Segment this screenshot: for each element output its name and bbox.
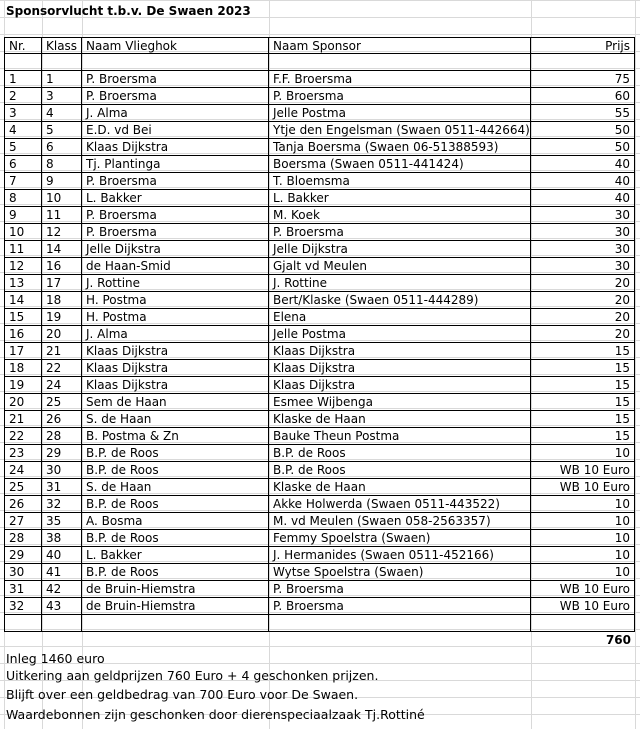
cell-prijs[interactable]: 40 xyxy=(531,156,635,173)
empty-cell[interactable] xyxy=(531,54,635,71)
table-row xyxy=(0,139,640,156)
cell-sponsor[interactable]: Klaske de Haan xyxy=(269,479,531,496)
cell-prijs[interactable]: 10 xyxy=(531,496,635,513)
note-uitkering[interactable]: Uitkering aan geldprijzen 760 Euro + 4 geschonken prijzen. xyxy=(6,668,379,683)
cell-prijs[interactable]: 15 xyxy=(531,360,635,377)
cell-nr[interactable]: 3 xyxy=(4,105,42,122)
table-spacer-row xyxy=(0,54,640,71)
table-row xyxy=(0,343,640,360)
cell-prijs[interactable]: 20 xyxy=(531,292,635,309)
cell-prijs[interactable]: 20 xyxy=(531,275,635,292)
cell-sponsor[interactable]: B.P. de Roos xyxy=(269,462,531,479)
cell-nr[interactable]: 30 xyxy=(4,564,42,581)
cell-prijs[interactable]: 15 xyxy=(531,394,635,411)
cell-sponsor[interactable]: F.F. Broersma xyxy=(269,71,531,88)
table-row xyxy=(0,598,640,615)
cell-nr[interactable]: 22 xyxy=(4,428,42,445)
cell-klass[interactable]: 25 xyxy=(42,394,82,411)
cell-nr[interactable]: 20 xyxy=(4,394,42,411)
cell-prijs[interactable]: 40 xyxy=(531,173,635,190)
cell-klass[interactable]: 19 xyxy=(42,309,82,326)
cell-nr[interactable]: 25 xyxy=(4,479,42,496)
cell-prijs[interactable]: 50 xyxy=(531,139,635,156)
cell-klass[interactable]: 4 xyxy=(42,105,82,122)
cell-sponsor[interactable]: Klaas Dijkstra xyxy=(269,377,531,394)
table-row xyxy=(0,428,640,445)
cell-klass[interactable]: 8 xyxy=(42,156,82,173)
cell-klass[interactable]: 5 xyxy=(42,122,82,139)
empty-cell[interactable] xyxy=(82,54,269,71)
table-row xyxy=(0,156,640,173)
cell-vlieghok[interactable]: A. Bosma xyxy=(82,513,269,530)
cell-sponsor[interactable]: B.P. de Roos xyxy=(269,445,531,462)
cell-klass[interactable]: 41 xyxy=(42,564,82,581)
cell-klass[interactable]: 42 xyxy=(42,581,82,598)
cell-klass[interactable]: 28 xyxy=(42,428,82,445)
cell-sponsor[interactable]: Wytse Spoelstra (Swaen) xyxy=(269,564,531,581)
cell-prijs[interactable]: 30 xyxy=(531,258,635,275)
cell-nr[interactable]: 10 xyxy=(4,224,42,241)
cell-klass[interactable]: 30 xyxy=(42,462,82,479)
cell-nr[interactable]: 6 xyxy=(4,156,42,173)
cell-sponsor[interactable]: Klaas Dijkstra xyxy=(269,343,531,360)
cell-prijs[interactable]: WB 10 Euro xyxy=(531,598,635,615)
table-row xyxy=(0,513,640,530)
cell-klass[interactable]: 18 xyxy=(42,292,82,309)
cell-nr[interactable]: 14 xyxy=(4,292,42,309)
table-row xyxy=(0,411,640,428)
cell-prijs[interactable]: 10 xyxy=(531,530,635,547)
cell-prijs[interactable]: 30 xyxy=(531,241,635,258)
table-row xyxy=(0,71,640,88)
table-row xyxy=(0,275,640,292)
empty-cell[interactable] xyxy=(4,54,42,71)
cell-sponsor[interactable]: P. Broersma xyxy=(269,598,531,615)
table-row xyxy=(0,224,640,241)
note-inleg[interactable]: Inleg 1460 euro xyxy=(6,651,105,666)
cell-prijs[interactable]: 40 xyxy=(531,190,635,207)
cell-sponsor[interactable]: P. Broersma xyxy=(269,581,531,598)
empty-cell[interactable] xyxy=(531,615,635,632)
sheet-title: Sponsorvlucht t.b.v. De Swaen 2023 xyxy=(6,4,251,18)
cell-vlieghok[interactable]: de Bruin-Hiemstra xyxy=(82,598,269,615)
empty-cell[interactable] xyxy=(42,615,82,632)
table-row xyxy=(0,258,640,275)
cell-prijs[interactable]: 15 xyxy=(531,343,635,360)
cell-prijs[interactable]: 20 xyxy=(531,309,635,326)
table-row xyxy=(0,479,640,496)
table-row xyxy=(0,530,640,547)
table-row xyxy=(0,190,640,207)
cell-nr[interactable]: 19 xyxy=(4,377,42,394)
cell-prijs[interactable]: 55 xyxy=(531,105,635,122)
cell-prijs[interactable]: 30 xyxy=(531,224,635,241)
cell-nr[interactable]: 15 xyxy=(4,309,42,326)
cell-vlieghok[interactable]: P. Broersma xyxy=(82,71,269,88)
table-header-row xyxy=(0,37,640,54)
cell-sponsor[interactable]: Tanja Boersma (Swaen 06-51388593) xyxy=(269,139,531,156)
table-row xyxy=(0,445,640,462)
cell-vlieghok[interactable]: de Haan-Smid xyxy=(82,258,269,275)
cell-sponsor[interactable]: Jelle Postma xyxy=(269,105,531,122)
table-row xyxy=(0,241,640,258)
cell-prijs[interactable]: 15 xyxy=(531,428,635,445)
cell-sponsor[interactable]: M. vd Meulen (Swaen 058-2563357) xyxy=(269,513,531,530)
cell-nr[interactable]: 2 xyxy=(4,88,42,105)
cell-sponsor[interactable]: Gjalt vd Meulen xyxy=(269,258,531,275)
cell-sponsor[interactable]: Esmee Wijbenga xyxy=(269,394,531,411)
empty-cell[interactable] xyxy=(4,615,42,632)
cell-prijs[interactable]: 10 xyxy=(531,445,635,462)
cell-sponsor[interactable]: Elena xyxy=(269,309,531,326)
cell-prijs[interactable]: 50 xyxy=(531,122,635,139)
cell-klass[interactable]: 6 xyxy=(42,139,82,156)
cell-klass[interactable]: 12 xyxy=(42,224,82,241)
cell-vlieghok[interactable]: J. Alma xyxy=(82,105,269,122)
total-prijs[interactable]: 760 xyxy=(605,633,631,647)
cell-klass[interactable]: 21 xyxy=(42,343,82,360)
cell-prijs[interactable]: 10 xyxy=(531,513,635,530)
cell-klass[interactable]: 14 xyxy=(42,241,82,258)
cell-klass[interactable]: 9 xyxy=(42,173,82,190)
cell-nr[interactable]: 7 xyxy=(4,173,42,190)
cell-klass[interactable]: 24 xyxy=(42,377,82,394)
cell-prijs[interactable]: 75 xyxy=(531,71,635,88)
cell-nr[interactable]: 27 xyxy=(4,513,42,530)
cell-vlieghok[interactable]: L. Bakker xyxy=(82,190,269,207)
table-row xyxy=(0,581,640,598)
table-row xyxy=(0,309,640,326)
cell-vlieghok[interactable]: B.P. de Roos xyxy=(82,496,269,513)
cell-sponsor[interactable]: Jelle Postma xyxy=(269,326,531,343)
cell-prijs[interactable]: WB 10 Euro xyxy=(531,479,635,496)
header-klass[interactable]: Klass xyxy=(42,37,82,54)
cell-nr[interactable]: 9 xyxy=(4,207,42,224)
cell-nr[interactable]: 28 xyxy=(4,530,42,547)
cell-sponsor[interactable]: Bauke Theun Postma xyxy=(269,428,531,445)
cell-klass[interactable]: 17 xyxy=(42,275,82,292)
table-row xyxy=(0,377,640,394)
cell-nr[interactable]: 8 xyxy=(4,190,42,207)
table-row xyxy=(0,360,640,377)
note-blijft-over[interactable]: Blijft over een geldbedrag van 700 Euro voor De Swaen. xyxy=(6,687,359,702)
cell-klass[interactable]: 22 xyxy=(42,360,82,377)
cell-vlieghok[interactable]: P. Broersma xyxy=(82,224,269,241)
cell-vlieghok[interactable]: S. de Haan xyxy=(82,479,269,496)
cell-sponsor[interactable]: Klaske de Haan xyxy=(269,411,531,428)
cell-prijs[interactable]: 10 xyxy=(531,564,635,581)
empty-cell[interactable] xyxy=(82,615,269,632)
cell-sponsor[interactable]: Jelle Dijkstra xyxy=(269,241,531,258)
cell-sponsor[interactable]: M. Koek xyxy=(269,207,531,224)
cell-nr[interactable]: 13 xyxy=(4,275,42,292)
header-nr[interactable]: Nr. xyxy=(4,37,42,54)
cell-nr[interactable]: 11 xyxy=(4,241,42,258)
cell-prijs[interactable]: WB 10 Euro xyxy=(531,462,635,479)
table-row xyxy=(0,564,640,581)
table-row xyxy=(0,326,640,343)
cell-sponsor[interactable]: Akke Holwerda (Swaen 0511-443522) xyxy=(269,496,531,513)
cell-sponsor[interactable]: P. Broersma xyxy=(269,224,531,241)
table-row xyxy=(0,394,640,411)
cell-klass[interactable]: 40 xyxy=(42,547,82,564)
cell-klass[interactable]: 11 xyxy=(42,207,82,224)
empty-cell[interactable] xyxy=(269,54,531,71)
cell-sponsor[interactable]: Femmy Spoelstra (Swaen) xyxy=(269,530,531,547)
cell-vlieghok[interactable]: J. Alma xyxy=(82,326,269,343)
cell-vlieghok[interactable]: Klaas Dijkstra xyxy=(82,360,269,377)
cell-klass[interactable]: 29 xyxy=(42,445,82,462)
cell-vlieghok[interactable]: Klaas Dijkstra xyxy=(82,343,269,360)
cell-vlieghok[interactable]: Jelle Dijkstra xyxy=(82,241,269,258)
cell-vlieghok[interactable]: P. Broersma xyxy=(82,207,269,224)
cell-sponsor[interactable]: J. Rottine xyxy=(269,275,531,292)
cell-nr[interactable]: 4 xyxy=(4,122,42,139)
cell-vlieghok[interactable]: B.P. de Roos xyxy=(82,564,269,581)
table-row xyxy=(0,88,640,105)
cell-nr[interactable]: 26 xyxy=(4,496,42,513)
cell-klass[interactable]: 35 xyxy=(42,513,82,530)
cell-klass[interactable]: 3 xyxy=(42,88,82,105)
cell-nr[interactable]: 17 xyxy=(4,343,42,360)
header-naam-sponsor[interactable]: Naam Sponsor xyxy=(269,37,531,54)
note-waardebonnen[interactable]: Waardebonnen zijn geschonken door dierenspeciaalzaak Tj.Rottiné xyxy=(6,707,425,722)
cell-klass[interactable]: 31 xyxy=(42,479,82,496)
table-row xyxy=(0,547,640,564)
cell-prijs[interactable]: 15 xyxy=(531,377,635,394)
cell-vlieghok[interactable]: J. Rottine xyxy=(82,275,269,292)
cell-vlieghok[interactable]: de Bruin-Hiemstra xyxy=(82,581,269,598)
cell-klass[interactable]: 20 xyxy=(42,326,82,343)
cell-sponsor[interactable]: Boersma (Swaen 0511-441424) xyxy=(269,156,531,173)
cell-prijs[interactable]: 10 xyxy=(531,547,635,564)
cell-nr[interactable]: 24 xyxy=(4,462,42,479)
cell-nr[interactable]: 32 xyxy=(4,598,42,615)
cell-vlieghok[interactable]: B.P. de Roos xyxy=(82,462,269,479)
cell-vlieghok[interactable]: E.D. vd Bei xyxy=(82,122,269,139)
header-naam-vlieghok[interactable]: Naam Vlieghok xyxy=(82,37,269,54)
table-spacer-row xyxy=(0,615,640,632)
table-row xyxy=(0,122,640,139)
cell-vlieghok[interactable]: Klaas Dijkstra xyxy=(82,377,269,394)
empty-cell[interactable] xyxy=(269,615,531,632)
cell-sponsor[interactable]: T. Bloemsma xyxy=(269,173,531,190)
cell-nr[interactable]: 18 xyxy=(4,360,42,377)
table-row xyxy=(0,462,640,479)
cell-klass[interactable]: 1 xyxy=(42,71,82,88)
cell-klass[interactable]: 38 xyxy=(42,530,82,547)
cell-sponsor[interactable]: Klaas Dijkstra xyxy=(269,360,531,377)
cell-klass[interactable]: 10 xyxy=(42,190,82,207)
cell-nr[interactable]: 12 xyxy=(4,258,42,275)
cell-nr[interactable]: 31 xyxy=(4,581,42,598)
cell-nr[interactable]: 16 xyxy=(4,326,42,343)
cell-vlieghok[interactable]: B.P. de Roos xyxy=(82,530,269,547)
cell-nr[interactable]: 23 xyxy=(4,445,42,462)
cell-nr[interactable]: 21 xyxy=(4,411,42,428)
cell-vlieghok[interactable]: B. Postma & Zn xyxy=(82,428,269,445)
cell-vlieghok[interactable]: P. Broersma xyxy=(82,88,269,105)
header-prijs[interactable]: Prijs xyxy=(531,37,635,54)
cell-nr[interactable]: 5 xyxy=(4,139,42,156)
cell-klass[interactable]: 16 xyxy=(42,258,82,275)
cell-vlieghok[interactable]: Sem de Haan xyxy=(82,394,269,411)
cell-prijs[interactable]: WB 10 Euro xyxy=(531,581,635,598)
cell-vlieghok[interactable]: P. Broersma xyxy=(82,173,269,190)
cell-vlieghok[interactable]: H. Postma xyxy=(82,292,269,309)
cell-vlieghok[interactable]: B.P. de Roos xyxy=(82,445,269,462)
cell-klass[interactable]: 32 xyxy=(42,496,82,513)
cell-sponsor[interactable]: Bert/Klaske (Swaen 0511-444289) xyxy=(269,292,531,309)
cell-nr[interactable]: 29 xyxy=(4,547,42,564)
cell-sponsor[interactable]: J. Hermanides (Swaen 0511-452166) xyxy=(269,547,531,564)
cell-vlieghok[interactable]: Klaas Dijkstra xyxy=(82,139,269,156)
cell-vlieghok[interactable]: S. de Haan xyxy=(82,411,269,428)
cell-sponsor[interactable]: L. Bakker xyxy=(269,190,531,207)
table-row xyxy=(0,496,640,513)
cell-prijs[interactable]: 15 xyxy=(531,411,635,428)
table-row xyxy=(0,292,640,309)
cell-prijs[interactable]: 20 xyxy=(531,326,635,343)
cell-sponsor[interactable]: Ytje den Engelsman (Swaen 0511-442664) xyxy=(269,122,531,139)
cell-sponsor[interactable]: P. Broersma xyxy=(269,88,531,105)
cell-vlieghok[interactable]: Tj. Plantinga xyxy=(82,156,269,173)
table-row xyxy=(0,207,640,224)
table-row xyxy=(0,105,640,122)
cell-prijs[interactable]: 60 xyxy=(531,88,635,105)
cell-vlieghok[interactable]: H. Postma xyxy=(82,309,269,326)
cell-klass[interactable]: 43 xyxy=(42,598,82,615)
cell-vlieghok[interactable]: L. Bakker xyxy=(82,547,269,564)
cell-klass[interactable]: 26 xyxy=(42,411,82,428)
cell-nr[interactable]: 1 xyxy=(4,71,42,88)
table-row xyxy=(0,173,640,190)
empty-cell[interactable] xyxy=(42,54,82,71)
cell-prijs[interactable]: 30 xyxy=(531,207,635,224)
